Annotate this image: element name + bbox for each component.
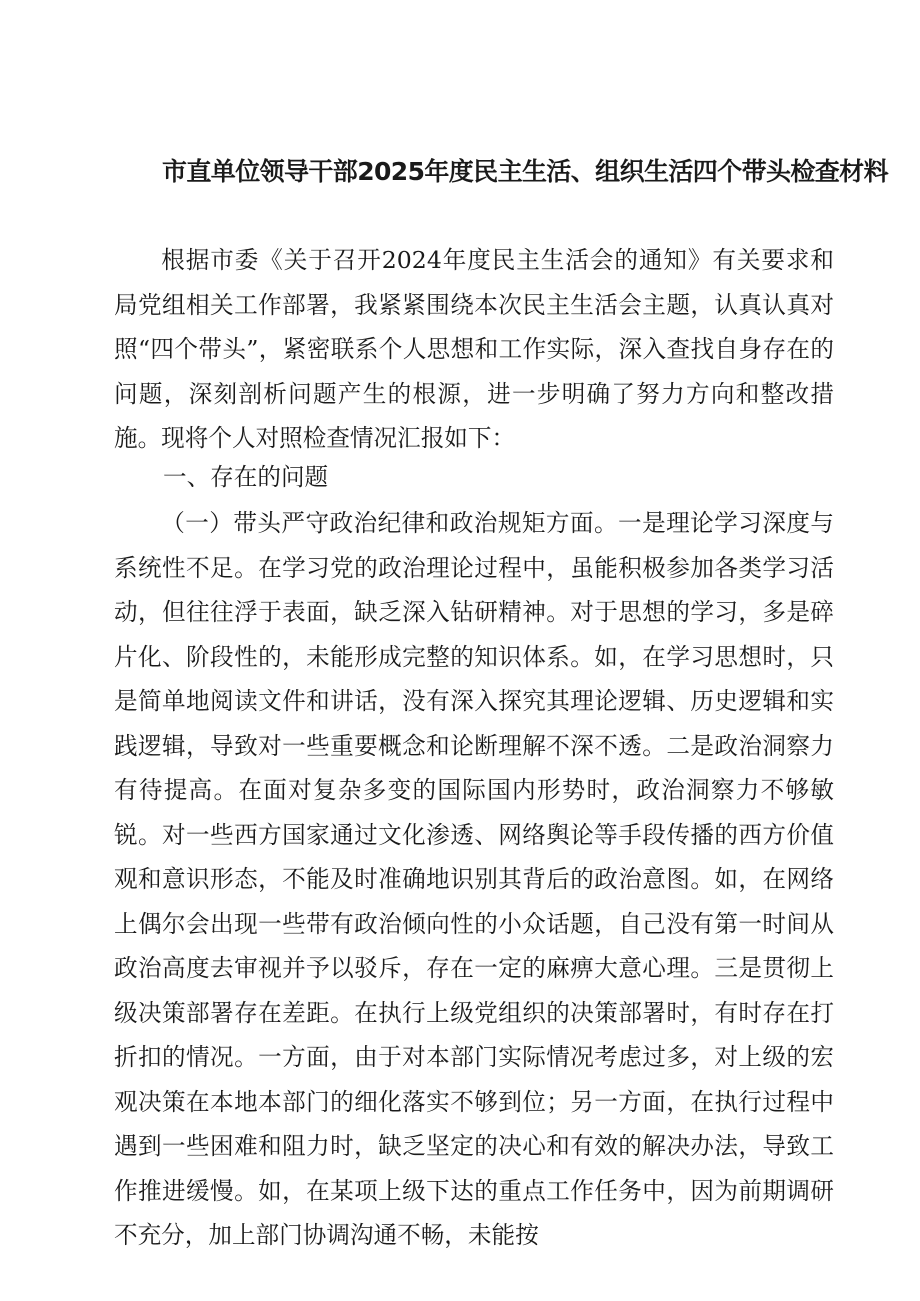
document-title: 市直单位领导干部2025年度民主生活、组织生活四个带头检查材料 bbox=[162, 157, 888, 186]
section-heading: 一、存在的问题 bbox=[163, 463, 329, 491]
section1-paragraph: （一）带头严守政治纪律和政治规矩方面。一是理论学习深度与系统性不足。在学习党的政治理论过程中，虽能积极参加各类学习活动，但往往浮于表面，缺乏深入钻研精神。对于思想的学习，多是碎片化、阶段性的，未能形成完整的知识体系。如，在学习思想时，只是简单地阅读文件和讲话，没有深入探究其理论逻辑、历史逻辑和实践逻辑，导致对一些重要概念和论断理解不深不透。二是政治洞察力有待提高。在面对复杂多变的国际国内形势时，政治洞察力不够敏锐。对一些西方国家通过文化渗透、网络舆论等手段传播的西方价值观和意识形态，不能及时准确地识别其背后的政治意图。如，在网络上偶尔会出现一些带有政治倾向性的小众话题，自己没有第一时间从政治高度去审视并予以驳斥，存在一定的麻痹大意心理。三是贯彻上级决策部署存在差距。在执行上级党组织的决策部署时，有时存在打折扣的情况。一方面，由于对本部门实际情况考虑过多，对上级的宏观决策在本地本部门的细化落实不够到位；另一方面，在执行过程中遇到一些困难和阻力时，缺乏坚定的决心和有效的解决办法，导致工作推进缓慢。如，在某项上级下达的重点工作任务中，因为前期调研不充分，加上部门协调沟通不畅，未能按 bbox=[114, 509, 834, 1249]
intro-paragraph: 根据市委《关于召开2024年度民主生活会的通知》有关要求和局党组相关工作部署，我紧紧围绕本次民主生活会主题，认真认真对照“四个带头”，紧密联系个人思想和工作实际，深入查找自身存在的问题，深刻剖析问题产生的根源，进一步明确了努力方向和整改措施。现将个人对照检查情况汇报如下： bbox=[114, 246, 834, 452]
